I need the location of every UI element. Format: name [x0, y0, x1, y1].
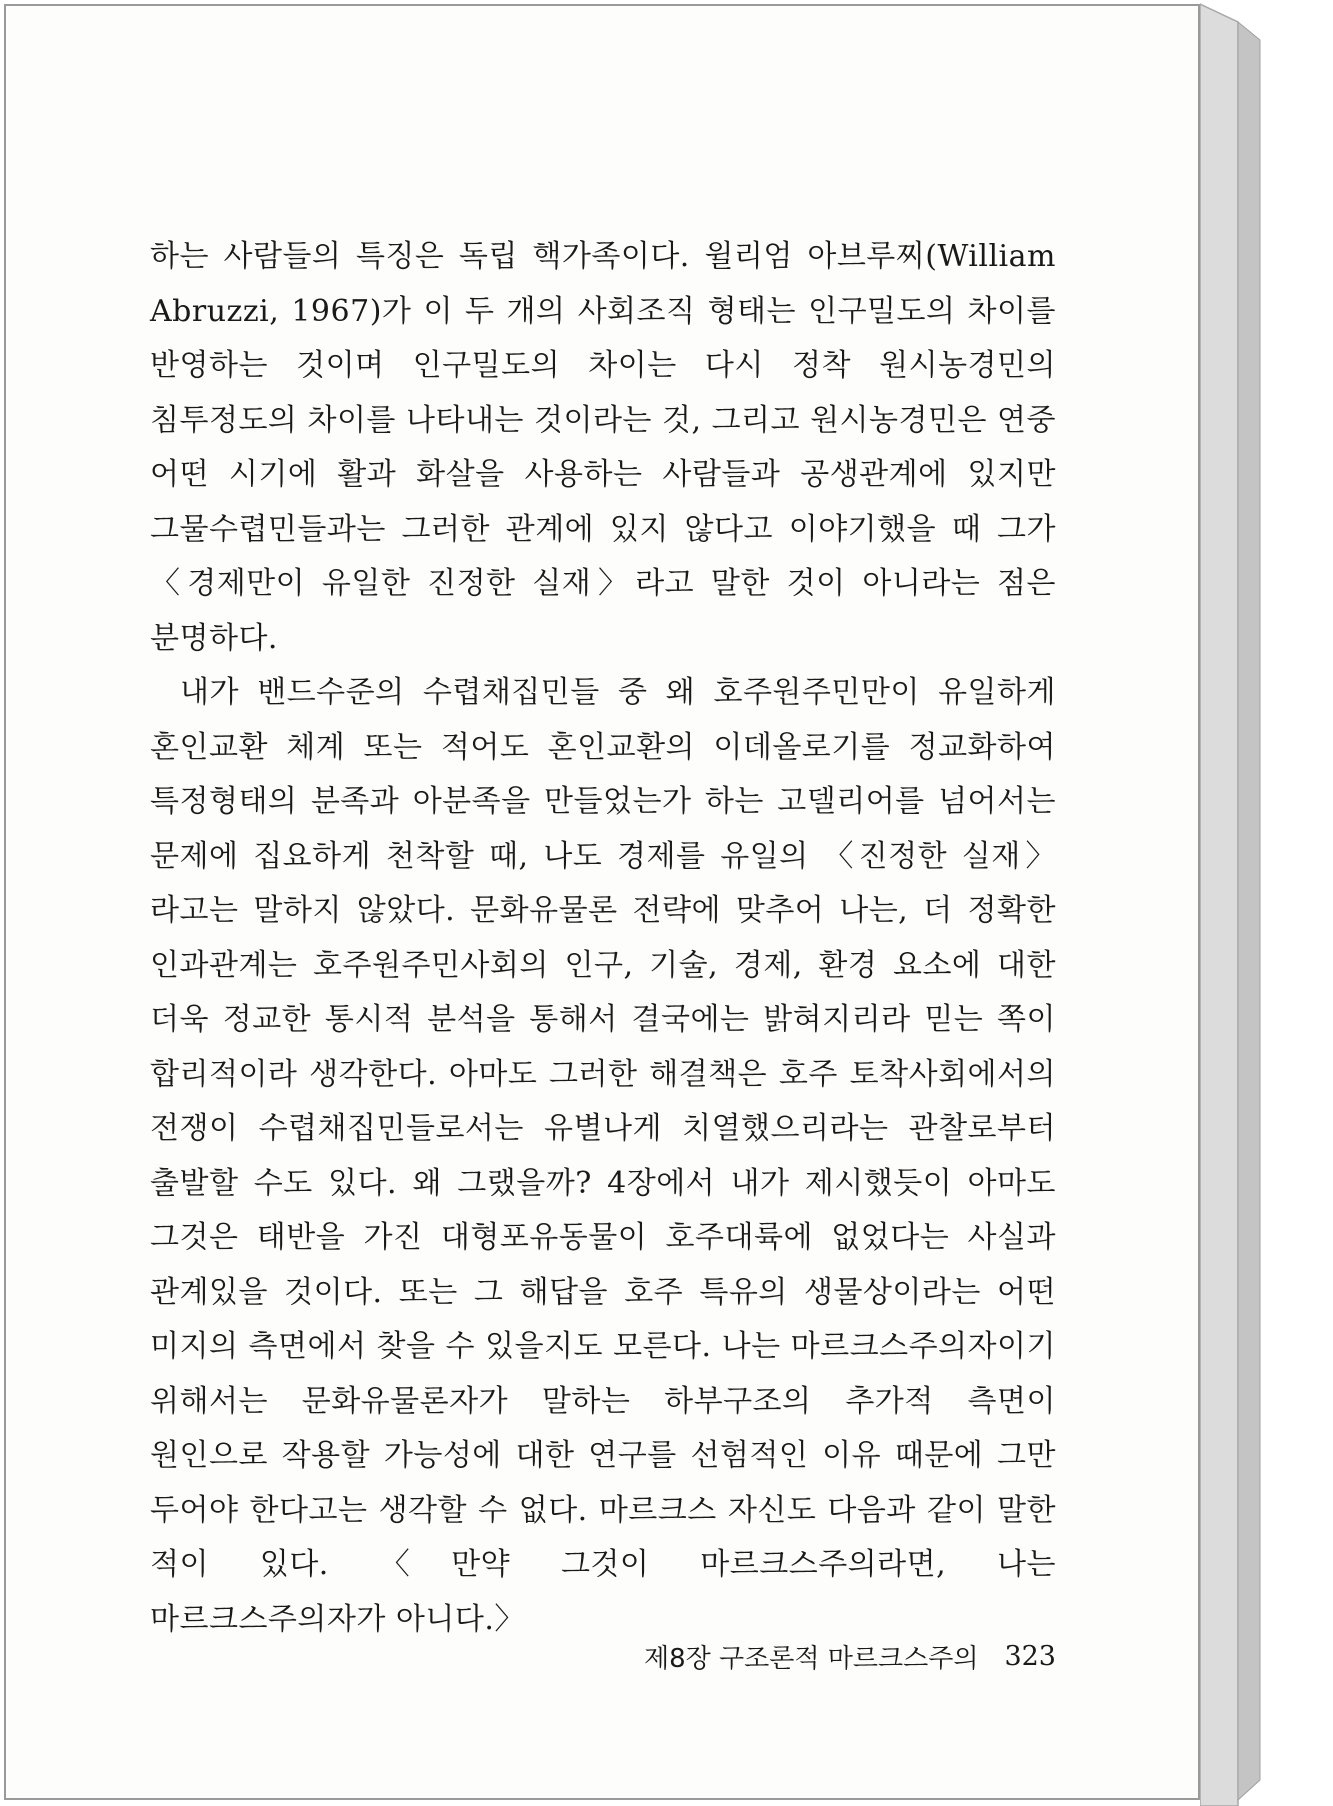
running-footer — [643, 1636, 1056, 1676]
chapter-title: 제8장 구조론적 마르크스주의 — [643, 1643, 979, 1674]
body-text — [150, 230, 1056, 1647]
page-number: 323 — [1004, 1640, 1056, 1672]
book-spine-shape — [1200, 0, 1333, 1806]
paragraph-2: 내가 밴드수준의 수렵채집민들 중 왜 호주원주민만이 유일하게 혼인교환 체계 또는 적어도 혼인교환의 이데올로기를 정교화하여 특정형태의 분족과 아분족을 만들었는가 하는 고델리어를 넘어서는 문제에 집요하게 천착할 때, 나도 경제를 유일의 〈진정한 실재〉라고는 말하지 않았다. 문화유물론 전략에 맞추어 나는, 더 정확한 인과관계는 호주원주민사회의 인구, 기술, 경제, 환경 요소에 대한 더욱 정교한 통시적 분석을 통해서 결국에는 밝혀지리라 믿는 쪽이 합리적이라 생각한다. 아마도 그러한 해결책은 호주 토착사회에서의 전쟁이 수렵채집민들로서는 유별나게 치열했으리라는 관찰로부터 출발할 수도 있다. 왜 그랬을까? 4장에서 내가 제시했듯이 아마도 그것은 태반을 가진 대형포유동물이 호주대륙에 없었다는 사실과 관계있을 것이다. 또는 그 해답을 호주 특유의 생물상이라는 어떤 미지의 측면에서 찾을 수 있을지도 모른다. 나는 마르크스주의자이기 위해서는 문화유물론자가 말하는 하부구조의 추가적 측면이 원인으로 작용할 가능성에 대한 연구를 선험적인 이유 때문에 그만 두어야 한다고는 생각할 수 없다. 마르크스 자신도 다음과 같이 말한 적이 있다. 〈만약 그것이 마르크스주의라면, 나는 마르크스주의자가 아니다.〉 — [150, 675, 1056, 1637]
paragraph-1: 하는 사람들의 특징은 독립 핵가족이다. 윌리엄 아브루찌(William Abruzzi, 1967)가 이 두 개의 사회조직 형태는 인구밀도의 차이를 반영하는 것이며 인구밀도의 차이는 다시 정착 원시농경민의 침투정도의 차이를 나타내는 것이라는 것, 그리고 원시농경민은 연중 어떤 시기에 활과 화살을 사용하는 사람들과 공생관계에 있지만 그물수렵민들과는 그러한 관계에 있지 않다고 이야기했을 때 그가 〈경제만이 유일한 진정한 실재〉라고 말한 것이 아니라는 점은 분명하다. — [150, 239, 1056, 656]
